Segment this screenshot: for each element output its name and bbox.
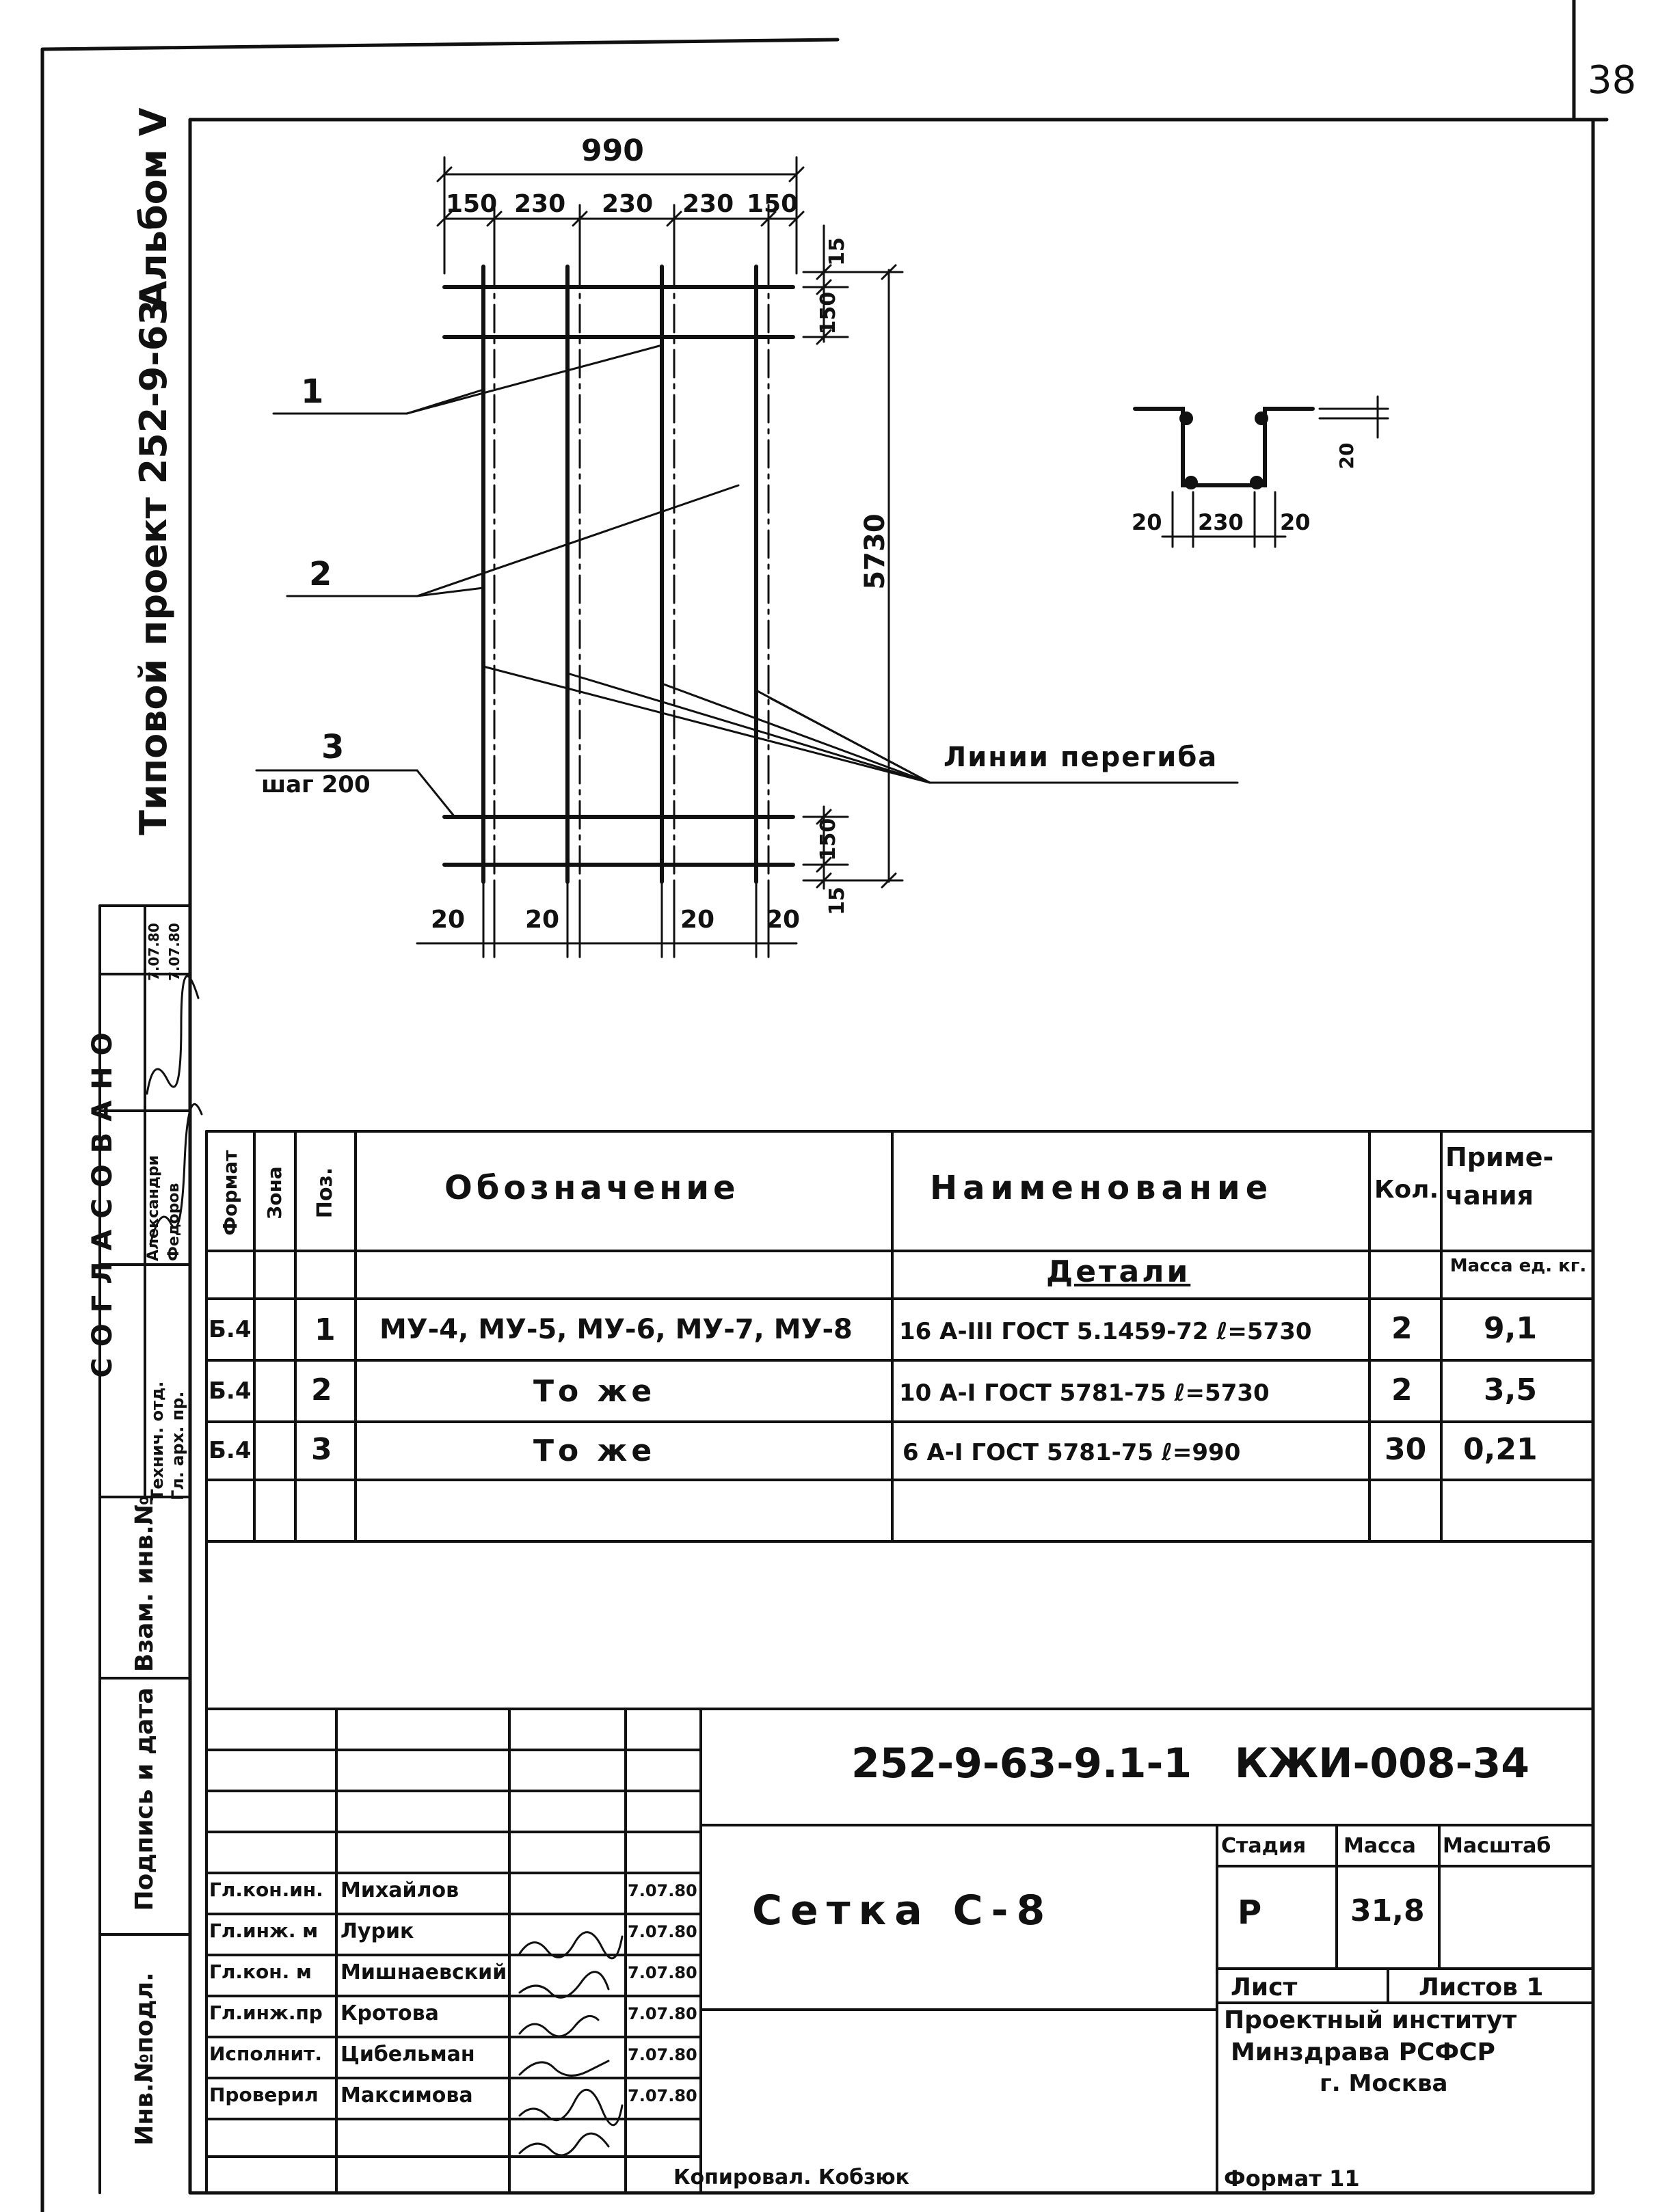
- callout-3: 3: [321, 728, 345, 766]
- row-2-qty: 2: [1391, 1373, 1413, 1407]
- dim-top-1: 150: [446, 190, 498, 218]
- side-title-project: Типовой проект 252-9-63: [132, 299, 175, 835]
- dim-top-4: 230: [682, 190, 734, 218]
- sig-name-4: Кротова: [340, 2001, 439, 2025]
- section-dim-left: 20: [1132, 509, 1162, 535]
- sig-date-3: 7.07.80: [628, 1963, 697, 1982]
- row-1-format: Б.4: [209, 1316, 252, 1343]
- footer-format: Формат 11: [1224, 2166, 1360, 2191]
- row-1-name: 16 А-III ГОСТ 5.1459-72 ℓ=5730: [899, 1318, 1312, 1345]
- side-title-album: Альбом V: [132, 107, 175, 310]
- dim-top-3: 230: [602, 190, 654, 218]
- stage-value: Р: [1238, 1893, 1262, 1932]
- sig-name-2: Лурик: [340, 1919, 414, 1943]
- sig-date-1: 7.07.80: [628, 1881, 697, 1900]
- sheet-label: Лист: [1231, 1973, 1298, 2001]
- mass-value: 31,8: [1350, 1893, 1425, 1928]
- row-3-note: 0,21: [1463, 1432, 1538, 1467]
- row-2-format: Б.4: [209, 1377, 252, 1405]
- dim-height: 5730: [859, 513, 891, 590]
- row-2-pos: 2: [311, 1373, 332, 1407]
- dim-right-bottom-2: 15: [825, 887, 849, 915]
- dim-top-5: 150: [747, 190, 799, 218]
- callout-1: 1: [301, 373, 324, 411]
- header-name: Наименование: [930, 1169, 1274, 1207]
- section-dim-right: 20: [1280, 509, 1311, 535]
- approval-role-1: Технич. отд.: [148, 1381, 167, 1500]
- margin-label-inv-podl: Инв.№подл.: [131, 1972, 159, 2146]
- approval-name-1: Александри: [145, 1155, 162, 1261]
- row-3-qty: 30: [1385, 1432, 1427, 1467]
- mesh-bars: [444, 267, 793, 882]
- sig-name-6: Максимова: [340, 2083, 473, 2107]
- row-1-note: 9,1: [1484, 1311, 1537, 1346]
- row-3-pos: 3: [311, 1432, 332, 1467]
- approval-role-2: Гл. арх. пр.: [168, 1391, 187, 1500]
- organization-line-1: Проектный институт: [1224, 2006, 1517, 2034]
- sig-role-4: Гл.инж.пр: [209, 2001, 323, 2024]
- approval-heading: СОГЛАСОВАНО: [87, 1021, 118, 1378]
- sig-name-1: Михайлов: [340, 1878, 459, 1902]
- dim-right-top-1: 15: [825, 237, 849, 266]
- dim-bottom-4: 20: [766, 906, 801, 934]
- doc-title: Сетка С-8: [752, 1887, 1054, 1934]
- row-1-pos: 1: [315, 1312, 336, 1347]
- stage-label: Стадия: [1221, 1834, 1307, 1858]
- dim-bottom-2: 20: [525, 906, 560, 934]
- bottom-dimensions: [417, 882, 797, 957]
- document-code: 252-9-63-9.1-1 КЖИ-008-34: [851, 1740, 1530, 1788]
- sheets-label: Листов 1: [1419, 1973, 1544, 2001]
- section-title-details: Детали: [1046, 1254, 1191, 1289]
- sig-role-2: Гл.инж. м: [209, 1919, 319, 1942]
- page-number: 38: [1588, 58, 1637, 103]
- approval-date-1: 7.07.80: [146, 923, 162, 981]
- callout-2: 2: [309, 555, 332, 593]
- header-zone: Зона: [263, 1166, 286, 1219]
- sig-date-2: 7.07.80: [628, 1922, 697, 1941]
- header-format: Формат: [219, 1150, 241, 1236]
- dim-right-top-2: 150: [816, 291, 840, 335]
- organization-line-3: г. Москва: [1320, 2070, 1448, 2097]
- callout-3-step: шаг 200: [261, 771, 371, 798]
- sig-role-6: Проверил: [209, 2083, 319, 2106]
- dim-top-total: 990: [581, 133, 644, 168]
- dim-bottom-3: 20: [680, 906, 715, 934]
- dim-right-bottom-1: 150: [816, 818, 840, 861]
- sig-date-6: 7.07.80: [628, 2086, 697, 2105]
- mass-note: Масса ед. кг.: [1449, 1256, 1587, 1276]
- row-3-format: Б.4: [209, 1437, 252, 1464]
- dim-top-2: 230: [514, 190, 566, 218]
- channel-section: [1135, 409, 1313, 487]
- sig-date-4: 7.07.80: [628, 2004, 697, 2023]
- section-dim-mid: 230: [1198, 509, 1244, 535]
- organization-line-2: Минздрава РСФСР: [1231, 2038, 1495, 2066]
- mass-label: Масса: [1344, 1834, 1416, 1858]
- sig-role-5: Исполнит.: [209, 2042, 322, 2065]
- sig-date-5: 7.07.80: [628, 2045, 697, 2064]
- header-pos: Поз.: [313, 1167, 337, 1219]
- row-3-designation: То же: [533, 1433, 656, 1468]
- footer-copied: Копировал. Кобзюк: [673, 2166, 910, 2189]
- section-dim-height: 20: [1335, 442, 1358, 470]
- margin-label-podpis: Подпись и дата: [131, 1687, 159, 1911]
- header-notes: Приме-чания: [1445, 1142, 1554, 1211]
- bend-line-label: Линии перегиба: [944, 742, 1218, 773]
- header-qty: Кол.: [1374, 1176, 1439, 1204]
- scale-label: Масштаб: [1443, 1834, 1551, 1858]
- sig-role-1: Гл.кон.ин.: [209, 1878, 323, 1901]
- header-designation: Обозначение: [444, 1169, 740, 1207]
- dim-bottom-1: 20: [431, 906, 466, 934]
- row-2-note: 3,5: [1484, 1373, 1537, 1407]
- row-1-designation: МУ-4, МУ-5, МУ-6, МУ-7, МУ-8: [379, 1314, 853, 1345]
- sig-name-5: Цибельман: [340, 2042, 475, 2066]
- approval-name-2: Федоров: [165, 1183, 183, 1261]
- row-1-qty: 2: [1391, 1311, 1413, 1346]
- sig-name-3: Мишнаевский: [340, 1960, 507, 1984]
- row-2-name: 10 А-I ГОСТ 5781-75 ℓ=5730: [899, 1379, 1270, 1407]
- row-3-name: 6 А-I ГОСТ 5781-75 ℓ=990: [903, 1439, 1241, 1466]
- sig-role-3: Гл.кон. м: [209, 1960, 312, 1983]
- row-2-designation: То же: [533, 1374, 656, 1409]
- approval-date-2: 7.07.80: [166, 923, 183, 981]
- margin-label-vzam: Взам. инв.№: [131, 1495, 159, 1673]
